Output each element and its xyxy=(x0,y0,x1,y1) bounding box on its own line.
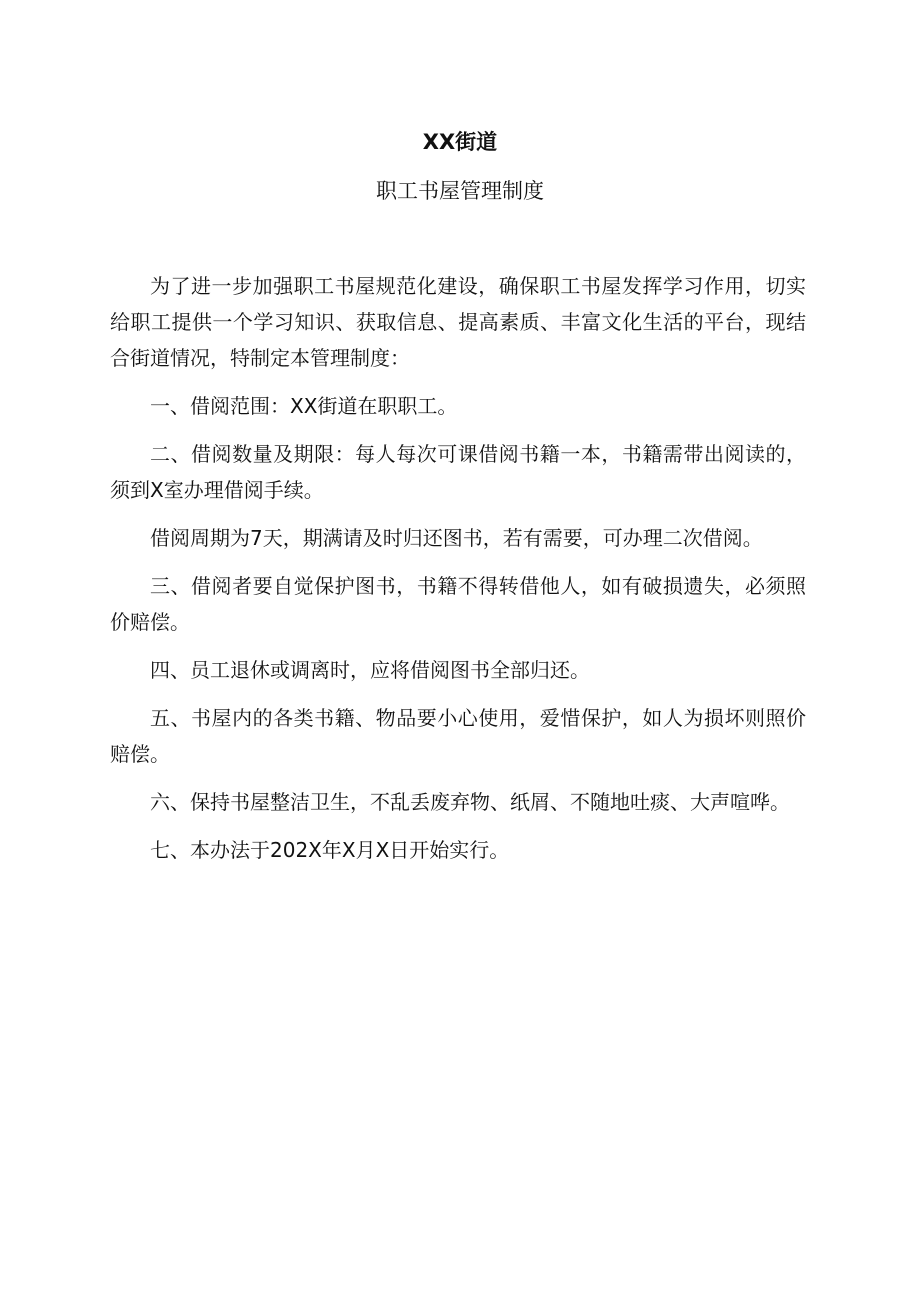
paragraph-borrow-cycle: 借阅周期为7天，期满请及时归还图书，若有需要，可办理二次借阅。 xyxy=(150,526,763,550)
document-title: 职工书屋管理制度 xyxy=(376,179,544,203)
paragraph-cleanliness: 六、保持书屋整洁卫生，不乱丢废弃物、纸屑、不随地吐痰、大声喧哗。 xyxy=(150,790,790,814)
paragraph-scope: 一、借阅范围：XX街道在职职工。 xyxy=(150,394,458,418)
document-title-organization: XX街道 xyxy=(422,130,498,154)
paragraph-effective-date: 七、本办法于202X年X月X日开始实行。 xyxy=(150,838,510,862)
document-body xyxy=(110,268,806,880)
paragraph-protection: 三、借阅者要自觉保护图书，书籍不得转借他人，如有破损遗失，必须照价赔偿。 xyxy=(110,574,806,634)
paragraph-return-on-leave: 四、员工退休或调离时，应将借阅图书全部归还。 xyxy=(150,658,590,682)
paragraph-quantity-period: 二、借阅数量及期限：每人每次可课借阅书籍一本，书籍需带出阅读的，须到X室办理借阅手续。 xyxy=(110,442,806,502)
paragraph-intro: 为了进一步加强职工书屋规范化建设，确保职工书屋发挥学习作用，切实给职工提供一个学习知识、获取信息、提高素质、丰富文化生活的平台，现结合街道情况，特制定本管理制度： xyxy=(110,274,806,370)
paragraph-careful-use: 五、书屋内的各类书籍、物品要小心使用，爱惜保护，如人为损坏则照价赔偿。 xyxy=(110,706,806,766)
